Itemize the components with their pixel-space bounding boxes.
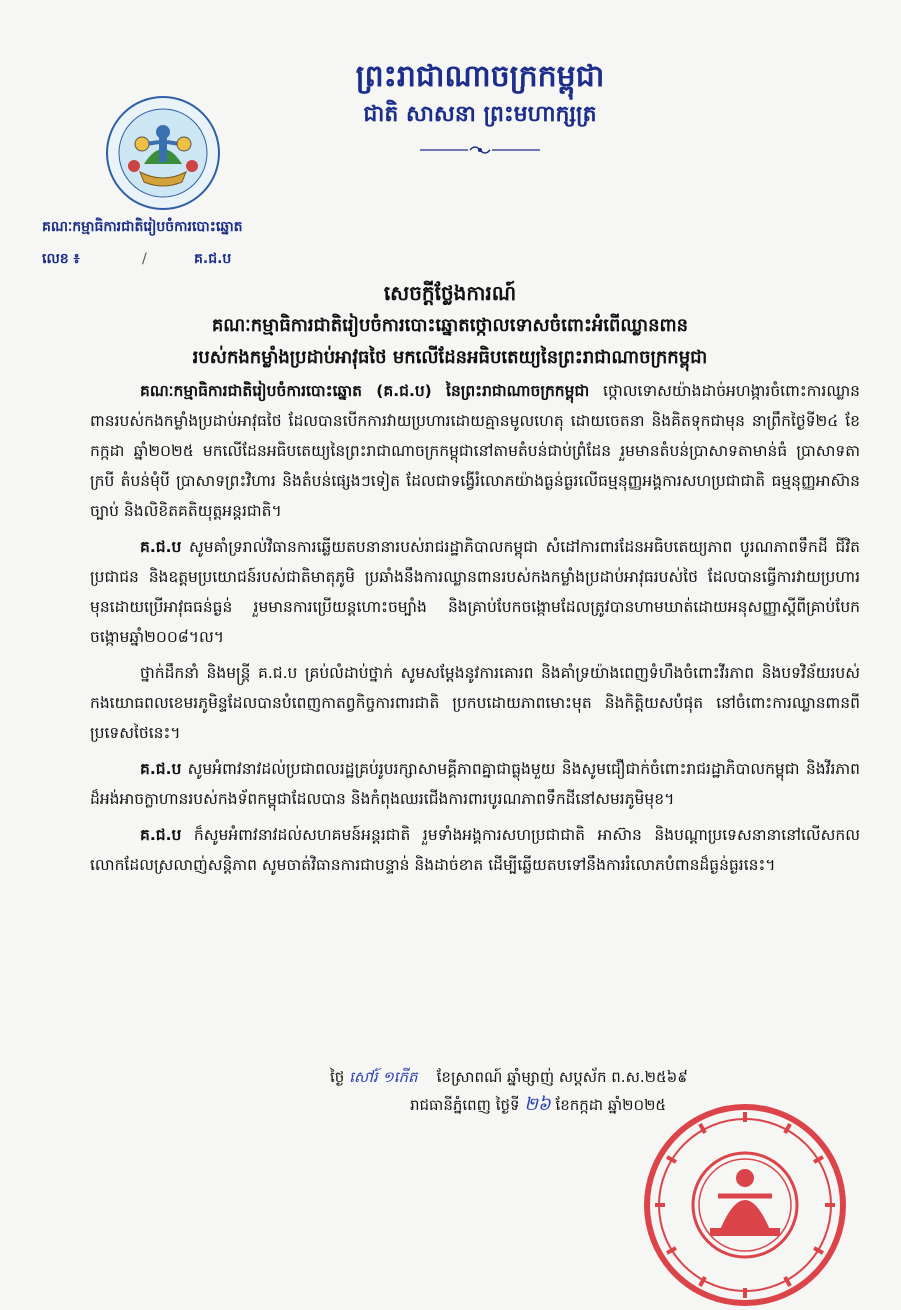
paragraph-4-text: សូមអំពាវនាវដល់ប្រជាពលរដ្ឋគ្រប់រូបរក្សាសាមគ្គីភាពគ្នាជាធ្លុងមួយ និងសូមជឿជាក់ចំពោះរាជរដ្ឋាភិបាលកម្ពុជា និងវីរភាពដ៏អង់អាចក្លាហានរបស់កងទ័ពកម្ពុជាដែលបាន និងកំពុងឈរជើងការពារបូរណភាពទឹកដីនៅសមរភូមិមុខ។: [90, 760, 860, 808]
paragraph-3-text: ថ្នាក់ដឹកនាំ និងមន្ត្រី គ.ជ.ប គ្រប់លំដាប់ថ្នាក់ សូមសម្តែងនូវការគោរព និងគាំទ្រយ៉ាងពេញទំហឹងចំពោះវីរភាព និងបទវិន័យរបស់កងយោធពលខេមរភូមិន្ទដែលបានបំពេញកាតព្វកិច្ចការពារជាតិ ប្រកបដោយភាពមោះមុត និងកិត្តិយសបំផុត នៅចំពោះការឈ្លានពានពីប្រទេសថៃនេះ។: [90, 664, 860, 742]
paragraph-5-lead: គ.ជ.ប: [140, 826, 182, 844]
reference-handwritten-mark: /: [142, 251, 147, 267]
place-prefix: រាជធានីភ្នំពេញ ថ្ងៃទី: [410, 1096, 520, 1114]
paragraph-1-text: ថ្កោលទោសយ៉ាងដាច់អហង្ការចំពោះការឈ្លានពានរបស់កងកម្លាំងប្រដាប់អាវុធថៃ ដែលបានបើកការវាយប្រហារដោយគ្មានមូលហេតុ ដោយចេតនា និងគិតទុកជាមុន នាព្រឹកថ្ងៃទី២៤ ខែកក្កដា ឆ្នាំ២០២៥ មកលើដែនអធិបតេយ្យនៃព្រះរាជាណាចក្រកម្ពុជានៅតាមតំបន់ជាប់ព្រំដែន រួមមានតំបន់ប្រាសាទតាមាន់ធំ ប្រាសាទតាក្របី តំបន់មុំបី ប្រាសាទព្រះវិហារ និងតំបន់ផ្សេងៗទៀត ដែលជាទង្វើរំលោភយ៉ាងធ្ងន់ធ្ងរលើធម្មនុញ្ញអង្គការសហប្រជាជាតិ ធម្មនុញ្ញអាស៊ាន ច្បាប់ និងលិខិតគតិយុត្តអន្តរជាតិ។: [90, 382, 861, 520]
nec-emblem-icon: [104, 94, 222, 212]
paragraph-2-text: សូមគាំទ្រ​រាល់វិធានការឆ្លើយតបនានារបស់រាជរដ្ឋាភិបាលកម្ពុជា សំដៅការពារដែនអធិបតេយ្យភាព បូរណភាពទឹកដី ជីវិតប្រជាជន និងឧត្តមប្រយោជន៍របស់ជាតិមាតុភូមិ ប្រឆាំងនឹងការឈ្លានពានរបស់កងកម្លាំងប្រដាប់អាវុធរបស់ថៃ ដែលបានធ្វើការវាយប្រហារមុនដោយប្រើអាវុធធន់ធ្ងន់ រួមមានការប្រើយន្តហោះចម្បាំង និងគ្រាប់បែកចង្កោមដែលត្រូវបានហាមឃាត់ដោយអនុសញ្ញាស្តីពីគ្រាប់បែកចង្កោមឆ្នាំ២០០៨។ល។: [90, 538, 860, 646]
place-rest: ខែកក្កដា ឆ្នាំ២០២៥: [555, 1096, 667, 1114]
paragraph-2: [90, 532, 860, 652]
lunar-rest: ខែស្រាពណ៍ ឆ្នាំម្សាញ់ សប្តស័ក ព.ស.២៥៦៩: [436, 1068, 688, 1086]
subtitle-line-2: របស់កងកម្លាំងប្រដាប់អាវុធថៃ មកលើដែនអធិបតេយ្យនៃព្រះរាជាណាចក្រកម្ពុជា: [192, 347, 708, 368]
kingdom-title: ព្រះរាជាណាចក្រកម្ពុជា: [355, 59, 605, 94]
statement-body: [90, 376, 860, 886]
place-handwritten-day: ២៦: [524, 1094, 551, 1115]
paragraph-4-lead: គ.ជ.ប: [140, 760, 182, 778]
lunar-prefix: ថ្ងៃ: [330, 1068, 345, 1086]
national-motto: ជាតិ សាសនា ព្រះមហាក្សត្រ: [363, 102, 597, 127]
ornament-divider-icon: [420, 142, 540, 158]
document-subtitle: [60, 310, 840, 374]
reference-number-line: [42, 248, 302, 272]
paragraph-5: [90, 820, 860, 880]
paragraph-3: [90, 658, 860, 748]
document-title: សេចក្តីថ្លែងការណ៍: [383, 281, 517, 305]
reference-label: លេខ ៖: [42, 251, 80, 267]
paragraph-5-text: ក៏សូមអំពាវនាវដល់សហគមន៍អន្តរជាតិ រួមទាំងអង្គការសហប្រជាជាតិ អាស៊ាន និងបណ្តាប្រទេសនានានៅលើសកលលោកដែលស្រលាញ់សន្តិភាព សូមចាត់វិធានការជាបន្ទាន់ និងដាច់ខាត ដើម្បីឆ្លើយតបទៅនឹងការរំលោភបំពានដ៏ធ្ងន់ធ្ងរនេះ។: [90, 826, 860, 874]
lunar-date-line: [330, 1062, 850, 1092]
paragraph-1-lead: គណៈកម្មាធិការជាតិរៀបចំការបោះឆ្នោត (គ.ជ.ប) នៃព្រះរាជាណាចក្រកម្ពុជា: [140, 382, 590, 400]
paragraph-1: [90, 376, 860, 526]
paragraph-4: [90, 754, 860, 814]
official-seal-icon: [640, 1100, 850, 1310]
paragraph-2-lead: គ.ជ.ប: [140, 538, 182, 556]
subtitle-line-1: គណៈកម្មាធិការជាតិរៀបចំការបោះឆ្នោតថ្កោលទោសចំពោះអំពើឈ្លានពាន: [211, 315, 689, 336]
issuing-organization: គណៈកម្មាធិការជាតិរៀបចំការបោះឆ្នោត: [42, 219, 243, 235]
lunar-handwritten-day: សៅរ៍ ១កើត: [349, 1068, 418, 1086]
reference-code: គ.ជ.ប: [194, 251, 232, 267]
